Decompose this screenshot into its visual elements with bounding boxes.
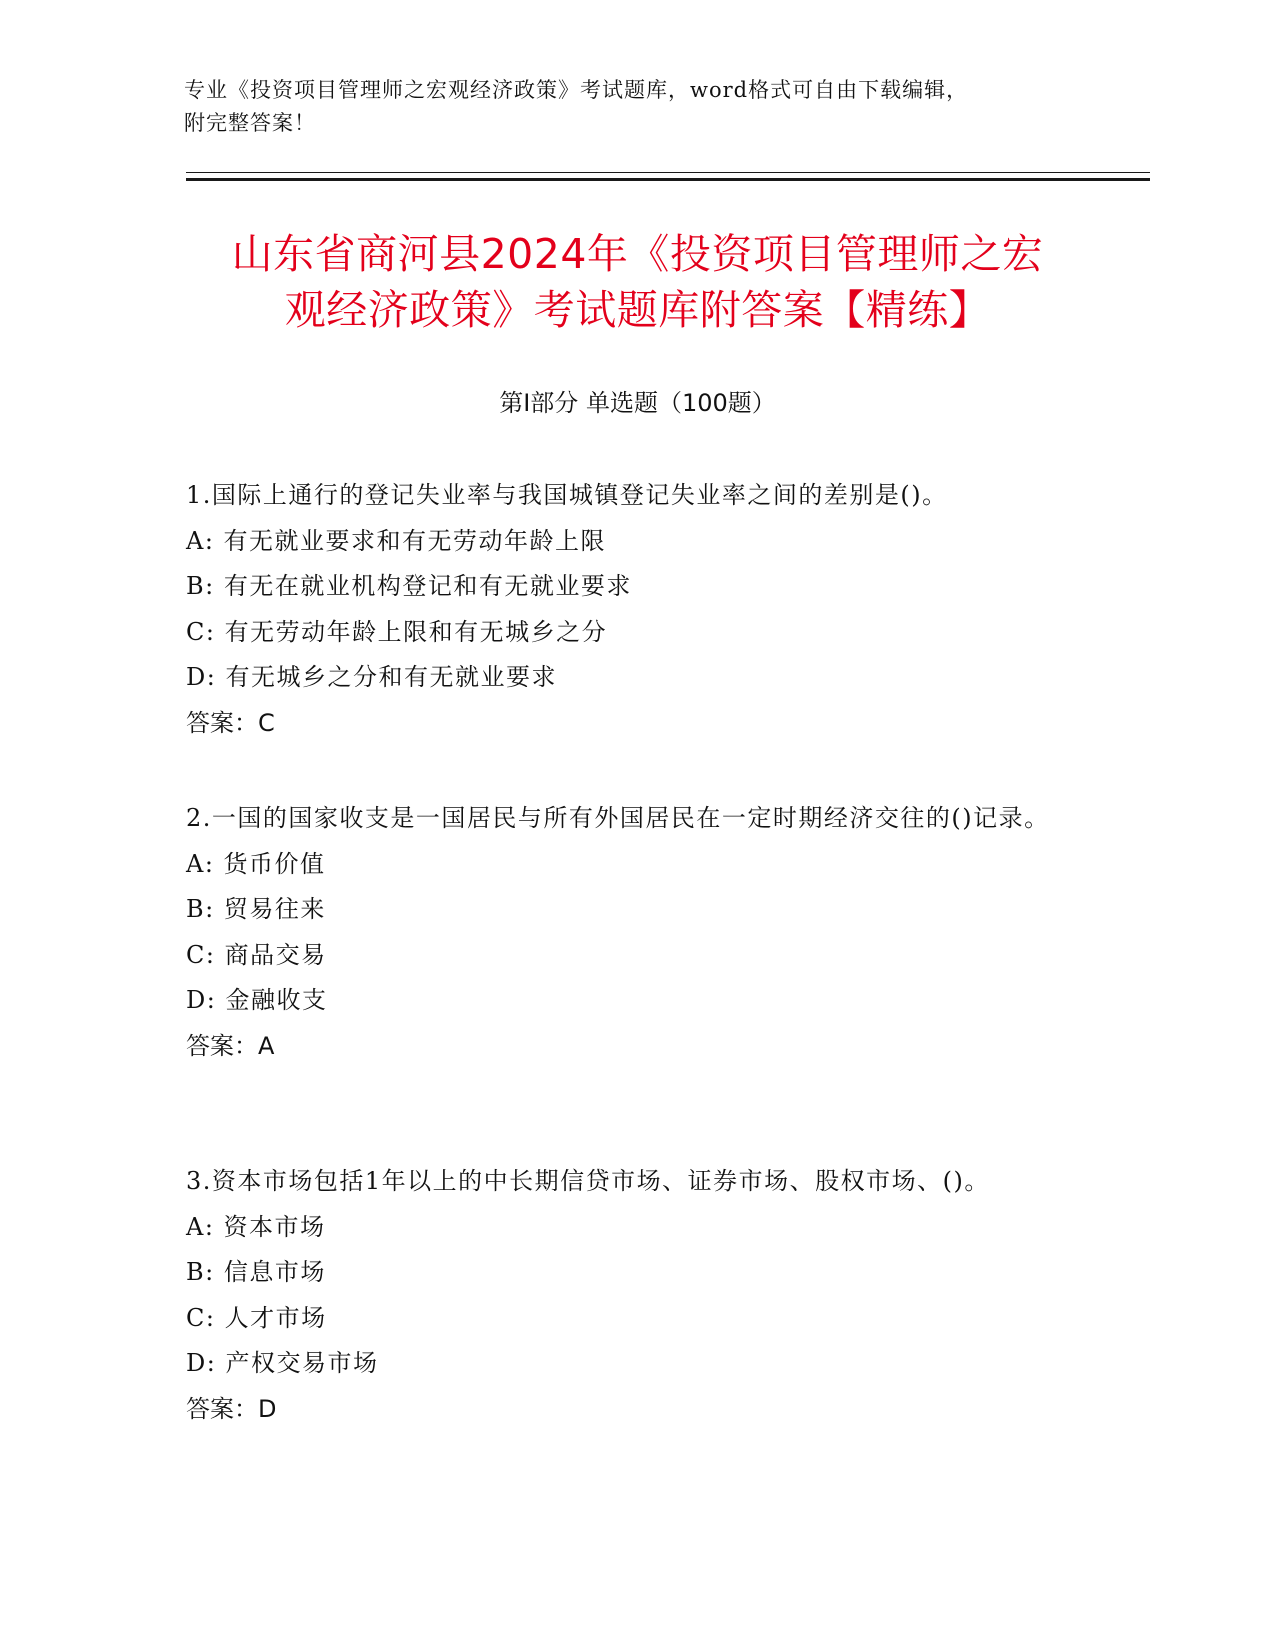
- question-stem: 1.国际上通行的登记失业率与我国城镇登记失业率之间的差别是()。: [186, 481, 948, 509]
- header-divider-thin: [186, 172, 1150, 173]
- header-divider-thick: [186, 178, 1150, 181]
- option-c: C: 商品交易: [186, 940, 327, 969]
- answer: 答案：A: [186, 1031, 275, 1060]
- option-d: D: 金融收支: [186, 986, 328, 1014]
- option-d: D: 有无城乡之分和有无就业要求: [186, 663, 557, 691]
- option-a: A: 有无就业要求和有无劳动年龄上限: [186, 526, 607, 555]
- answer: 答案：D: [186, 1394, 277, 1423]
- header-note-line-2: 附完整答案！: [184, 111, 316, 135]
- option-b: B: 贸易往来: [186, 895, 326, 923]
- option-b: B: 信息市场: [186, 1258, 326, 1286]
- document-title-line-1: 山东省商河县2024年《投资项目管理师之宏: [231, 230, 1044, 278]
- document-title-line-2: 观经济政策》考试题库附答案【精练】: [284, 286, 991, 334]
- section-title: 第Ⅰ部分 单选题（100题）: [499, 389, 776, 417]
- question-3: [186, 1159, 1066, 1432]
- option-c: C: 有无劳动年龄上限和有无城乡之分: [186, 617, 608, 646]
- question-stem: 2.一国的国家收支是一国居民与所有外国居民在一定时期经济交往的()记录。: [186, 804, 1050, 832]
- header-note: [184, 74, 1064, 140]
- document-title: [150, 226, 1125, 338]
- option-d: D: 产权交易市场: [186, 1349, 379, 1377]
- option-a: A: 货币价值: [186, 849, 326, 878]
- option-b: B: 有无在就业机构登记和有无就业要求: [186, 572, 632, 600]
- question-1: [186, 473, 1066, 746]
- question-stem: 3.资本市场包括1年以上的中长期信贷市场、证券市场、股权市场、()。: [186, 1167, 990, 1195]
- header-note-line-1: 专业《投资项目管理师之宏观经济政策》考试题库，word格式可自由下载编辑，: [184, 78, 969, 102]
- answer: 答案：C: [186, 708, 275, 737]
- option-a: A: 资本市场: [186, 1212, 326, 1241]
- option-c: C: 人才市场: [186, 1303, 327, 1332]
- question-2: [186, 796, 1066, 1069]
